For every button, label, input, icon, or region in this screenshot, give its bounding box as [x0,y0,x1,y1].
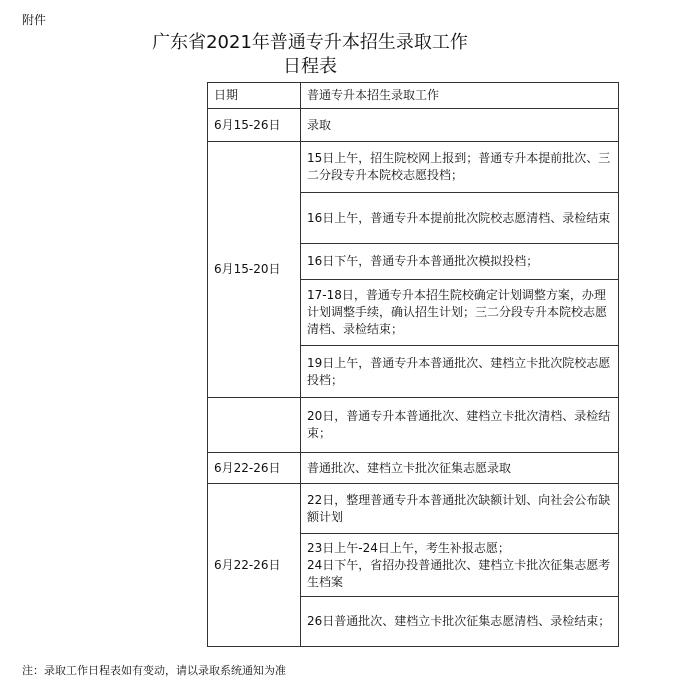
task-cell: 普通批次、建档立卡批次征集志愿录取 [301,453,619,484]
task-cell: 录取 [301,109,619,142]
task-cell: 26日普通批次、建档立卡批次征集志愿清档、录检结束； [301,597,619,647]
task-cell: 17-18日，普通专升本招生院校确定计划调整方案，办理计划调整手续，确认招生计划；三二分段专升本院校志愿清档、录检结束； [301,280,619,346]
task-cell: 15日上午，招生院校网上报到；普通专升本提前批次、三二分段专升本院校志愿投档； [301,142,619,193]
task-line: 24日下午，省招办投普通批次、建档立卡批次征集志愿考生档案 [307,557,611,589]
table-row [208,109,619,142]
task-cell [301,534,619,597]
document-title: 广东省2021年普通专升本招生录取工作 [152,32,468,53]
task-line: 23日上午-24日上午，考生补报志愿； [307,540,510,555]
table-row [208,398,619,453]
header-date: 日期 [208,83,301,109]
table-row [208,453,619,484]
date-cell [208,398,301,453]
document-subtitle: 日程表 [283,56,337,77]
task-cell: 22日，整理普通专升本普通批次缺额计划、向社会公布缺额计划 [301,484,619,534]
task-cell: 16日上午，普通专升本提前批次院校志愿清档、录检结束 [301,193,619,244]
task-cell: 19日上午，普通专升本普通批次、建档立卡批次院校志愿投档； [301,346,619,398]
attachment-label: 附件 [22,13,47,27]
date-cell: 6月15-20日 [208,142,301,398]
task-cell: 20日，普通专升本普通批次、建档立卡批次清档、录检结束； [301,398,619,453]
schedule-table [207,82,619,647]
date-cell: 6月22-26日 [208,453,301,484]
date-cell: 6月15-26日 [208,109,301,142]
table-row [208,142,619,193]
table-row [208,484,619,534]
date-cell: 6月22-26日 [208,484,301,647]
table-header-row [208,83,619,109]
task-cell: 16日下午，普通专升本普通批次模拟投档； [301,244,619,280]
header-task: 普通专升本招生录取工作 [301,83,619,109]
footnote: 注：录取工作日程表如有变动，请以录取系统通知为准 [22,664,286,677]
